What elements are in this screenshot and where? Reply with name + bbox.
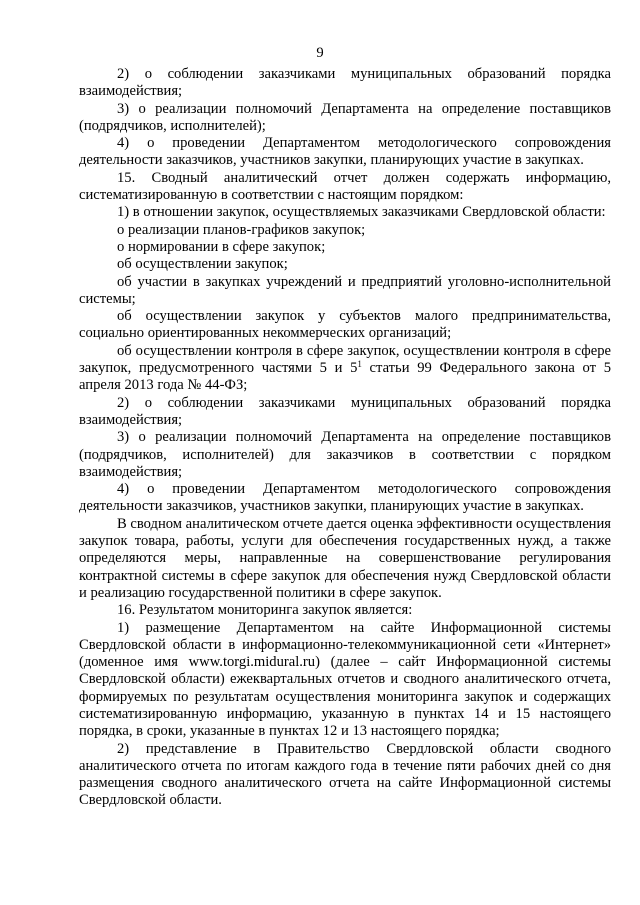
paragraph: 15. Сводный аналитический отчет должен содержать информацию, систематизированную в соответствии с настоящим порядком:: [79, 169, 611, 204]
paragraph: 4) о проведении Департаментом методологического сопровождения деятельности заказчиков, участников закупки, планирующих участие в закупках.: [79, 135, 611, 169]
control-superscript: 1: [357, 359, 362, 370]
control-text-before: об осуществлении контроля в сфере закупок, осуществлении контроля в сфере закупок, предусмотренного частями 5 и 5: [79, 342, 611, 377]
paragraph: 2) представление в Правительство Свердловской области сводного аналитического отчета по итогам каждого года в течение пяти рабочих дней со дня размещения сводного аналитического отчета на сайте Информационной системы Свердловской области.: [79, 740, 611, 809]
page-number: 9: [316, 45, 324, 61]
paragraph: 2) о соблюдении заказчиками муниципальных образований порядка взаимодействия;: [79, 394, 611, 428]
control-text-after: статьи 99 Федерального закона от 5 апреля 2013 года № 44-ФЗ;: [79, 360, 612, 394]
paragraph: 16. Результатом мониторинга закупок является:: [117, 602, 413, 619]
paragraph: об осуществлении закупок у субъектов малого предпринимательства, социально ориентированных некоммерческих организаций;: [79, 308, 611, 342]
paragraph-control: [79, 343, 611, 395]
paragraph: 1) в отношении закупок, осуществляемых заказчиками Свердловской области:: [117, 204, 606, 221]
paragraph: В сводном аналитическом отчете дается оценка эффективности осуществления закупок товара, работы, услуги для обеспечения государственных нужд, а также определяются меры, направленные на совершенствование регулирования контрактной системы в сфере закупок для обеспечения нужд Свердловской области и реализацию государственной политики в сфере закупок.: [79, 515, 611, 601]
paragraph: о реализации планов-графиков закупок;: [117, 221, 366, 238]
paragraph: 2) о соблюдении заказчиками муниципальных образований порядка взаимодействия;: [79, 66, 611, 100]
paragraph: 1) размещение Департаментом на сайте Информационной системы Свердловской области в информационно-телекоммуникационной сети «Интернет» (доменное имя www.torgi.midural.ru) (далее – сайт Информационной системы Свердловской области) ежеквартальных отчетов и сводного аналитического отчета, формируемых по результатам осуществления мониторинга закупок и содержащих систематизированную информацию, указанную в пунктах 14 и 15 настоящего порядка, в сроки, указанные в пунктах 12 и 13 настоящего порядка;: [79, 619, 611, 740]
paragraph: об осуществлении закупок;: [117, 256, 288, 273]
paragraph: об участии в закупках учреждений и предприятий уголовно-исполнительной системы;: [79, 273, 611, 307]
paragraph: 3) о реализации полномочий Департамента на определение поставщиков (подрядчиков, исполнителей) для заказчиков в соответствии с порядком взаимодействия;: [79, 429, 611, 480]
paragraph: 3) о реализации полномочий Департамента на определение поставщиков (подрядчиков, исполнителей);: [79, 100, 611, 134]
paragraph: о нормировании в сфере закупок;: [117, 238, 326, 255]
document-body: [79, 66, 611, 810]
paragraph: 4) о проведении Департаментом методологического сопровождения деятельности заказчиков, участников закупки, планирующих участие в закупках.: [79, 481, 611, 515]
